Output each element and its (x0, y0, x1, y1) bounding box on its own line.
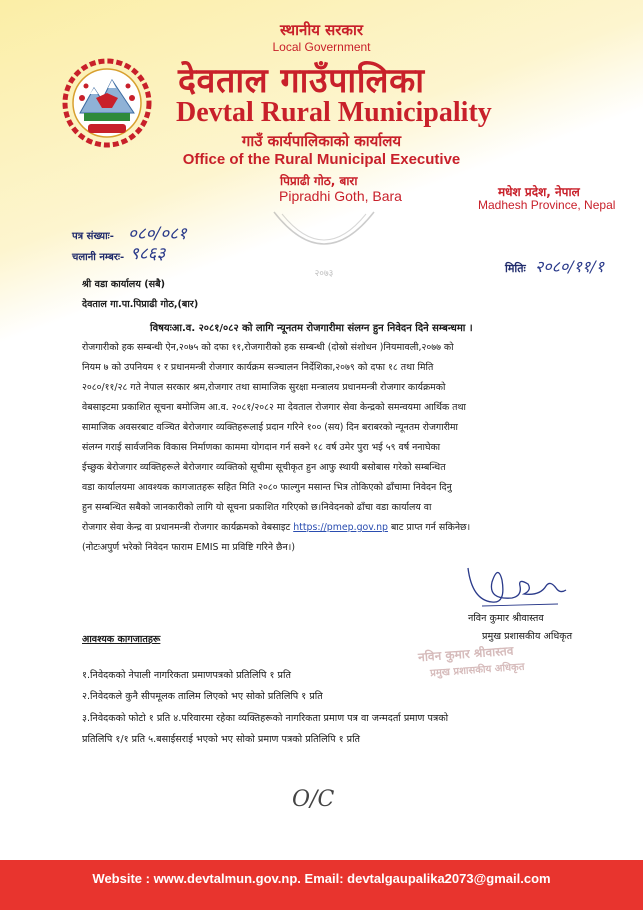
date-value: २०८०/११/१ (535, 257, 605, 276)
body-line: नियम ७ को उपनियम १ र प्रधानमन्त्री रोजगार कार्यक्रम सञ्चालन निर्देशिका,२०७९ को दफा १८ तथा मिति (82, 362, 434, 373)
document-item: २.निवेदकले कुनै सीपमूलक तालिम लिएको भए सोको प्रतिलिपि १ प्रति (82, 691, 323, 702)
body-line: वडा कार्यालयमा आवश्यक कागजातहरू सहित मिति २०८० फाल्गुन मसान्त भित्र तोकिएको ढाँचामा निवेदन दिनु (82, 482, 452, 493)
signatory-title: प्रमुख प्रशासकीय अधिकृत (482, 631, 573, 642)
body-line: संलग्न गराई सार्वजनिक विकास निर्माणका काममा योगदान गर्न सक्ने १८ वर्ष उमेर पुरा भई ५९ वर्ष ननाघेका (82, 442, 441, 453)
handwritten-note: O/C (292, 787, 335, 812)
signatory-name: नविन कुमार श्रीवास्तव (468, 613, 544, 624)
letter-number-label: पत्र संख्याः- (72, 231, 114, 242)
place-en: Pipradhi Goth, Bara (279, 188, 402, 204)
body-link-line (82, 520, 592, 533)
province-np: मधेश प्रदेश, नेपाल (498, 185, 580, 199)
pmep-website-link[interactable]: https://pmep.gov.np (293, 522, 388, 533)
documents-heading: आवश्यक कागजातहरू (82, 634, 161, 645)
note-line: (नोटःअपुर्ण भरेको निवेदन फाराम EMIS मा प्रविष्टि गरिने छैन।) (82, 542, 295, 553)
local-government-np: स्थानीय सरकार (280, 21, 363, 39)
signature (462, 560, 572, 615)
body-line: ईच्छुक बेरोजगार व्यक्तिहरूले बेरोजगार व्यक्तिको सूचीमा सूचीकृत हुन आफु स्थायी बसोबास गरेको सम्बन्धित (82, 462, 446, 473)
document-item: ३.निवेदकको फोटो १ प्रति ४.परिवारमा रहेका व्यक्तिहरूको नागरिकता प्रमाण पत्र वा जन्मदर्ता प्रमाण पत्रको (82, 713, 449, 724)
province-en: Madhesh Province, Nepal (478, 198, 616, 212)
dispatch-number-label: चलानी नम्बरः- (72, 252, 125, 263)
signatory-seal-title: प्रमुख प्रशासकीय अधिकृत (429, 661, 525, 680)
office-name-np: गाउँ कार्यपालिकाको कार्यालय (241, 132, 402, 150)
body-line: २०८०/११/२८ गते नेपाल सरकार श्रम,रोजगार तथा सामाजिक सुरक्षा मन्त्रालय प्रधानमन्त्री रोजगार कार्यक्रमको (82, 382, 446, 393)
office-name-en: Office of the Rural Municipal Executive (182, 151, 461, 168)
municipality-name-en: Devtal Rural Municipality (176, 97, 492, 128)
recipient-line-2: देवताल गा.पा.पिप्राढी गोठ,(बार) (82, 299, 199, 310)
local-government-en: Local Government (272, 40, 371, 54)
office-stamp (268, 206, 380, 286)
svg-text:२०७३: २०७३ (314, 269, 334, 279)
municipality-name-np: देवताल गाउँपालिका (178, 61, 425, 101)
recipient-line-1: श्री वडा कार्यालय (सबै) (82, 279, 165, 290)
document-item: प्रतिलिपि १/१ प्रति ५.बसाईसराई भएको भए सोको प्रमाण पत्रको प्रतिलिपि १ प्रति (82, 734, 361, 745)
body-link-suffix: बाट प्राप्त गर्न सकिनेछ। (387, 522, 471, 533)
body-line: वेबसाइटमा प्रकाशित सूचना बमोजिम आ.व. २०८१/२०८२ मा देवताल रोजगार सेवा केन्द्रको समन्वयमा आर्थिक तथा (82, 402, 466, 413)
place-np: पिप्राढी गोठ, बारा (280, 174, 358, 188)
body-link-prefix: रोजगार सेवा केन्द्र वा प्रधानमन्त्री रोजगार कार्यक्रमको वेबसाइट (82, 522, 294, 533)
footer-contact: Website : www.devtalmun.gov.np. Email: devtalgaupalika2073@gmail.com (92, 871, 551, 886)
body-line: हुन सम्बन्धित सबैको जानकारीको लागि यो सूचना प्रकाशित गरिएको छ।निवेदनको ढाँचा वडा कार्यालय वा (82, 502, 432, 513)
body-line: रोजगारीको हक सम्बन्धी ऐन,२०७५ को दफा ११,रोजगारीको हक सम्बन्धी (दोस्रो संशोधन )नियमावली,२०७७ को (82, 342, 454, 353)
date-label: मितिः (505, 262, 526, 275)
dispatch-number-value: ९८६३ (130, 244, 166, 264)
letter-number-value: ०८०/०८१ (128, 224, 187, 244)
subject-line: विषयःआ.व. २०८१/०८२ को लागि न्यूनतम रोजगारीमा संलग्न हुन निवेदन दिने सम्बन्धमा । (150, 323, 473, 334)
body-line: सामाजिक अवसरबाट वञ्चित बेरोजगार व्यक्तिहरूलाई प्रदान गरिने १०० (सय) दिन बराबरको न्यूनतम रोजगारीमा (82, 422, 458, 433)
signatory-seal-name: नविन कुमार श्रीवास्तव (417, 643, 514, 665)
document-item: १.निवेदकको नेपाली नागरिकता प्रमाणपत्रको प्रतिलिपि १ प्रति (82, 670, 291, 681)
